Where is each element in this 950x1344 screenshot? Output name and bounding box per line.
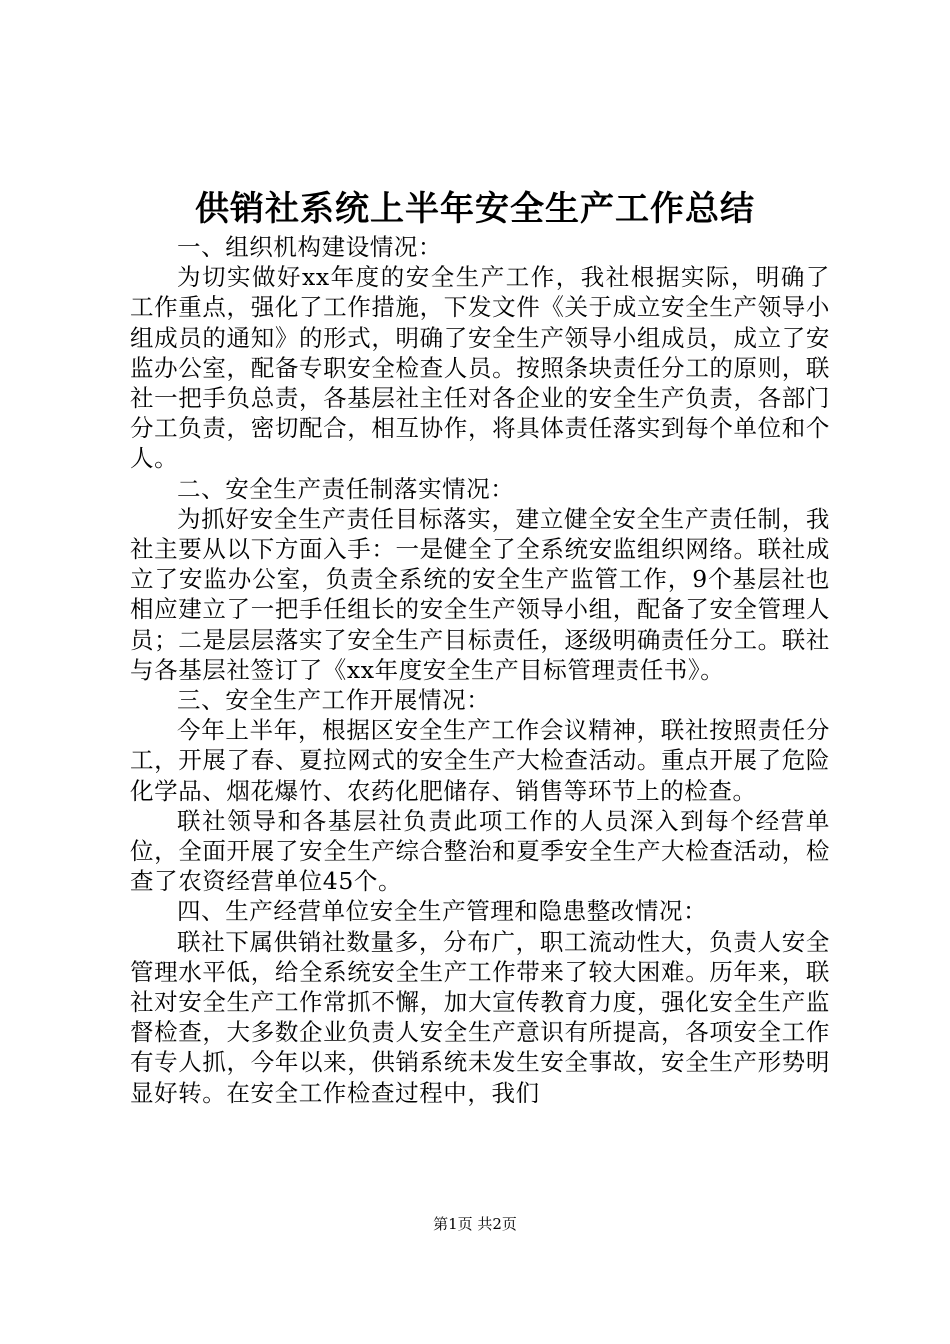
paragraph-4: 联社领导和各基层社负责此项工作的人员深入到每个经营单位，全面开展了安全生产综合整治和夏季安全生产大检查活动，检查了农资经营单位45个。 xyxy=(130,806,830,896)
section-heading-3: 三、安全生产工作开展情况： xyxy=(177,686,491,715)
section-heading-2: 二、安全生产责任制落实情况： xyxy=(177,474,515,503)
document-body xyxy=(130,232,830,1108)
paragraph-5: 联社下属供销社数量多，分布广，职工流动性大，负责人安全管理水平低，给全系统安全生产工作带来了较大困难。历年来，联社对安全生产工作常抓不懈，加大宣传教育力度，强化安全生产监督检查，大多数企业负责人安全生产意识有所提高，各项安全工作有专人抓，今年以来，供销系统未发生安全事故，安全生产形势明显好转。在安全工作检查过程中，我们 xyxy=(130,927,830,1107)
paragraph-2: 为抓好安全生产责任目标落实，建立健全安全生产责任制，我社主要从以下方面入手：一是健全了全系统安监组织网络。联社成立了安监办公室，负责全系统的安全生产监管工作，9个基层社也相应建立了一把手任组长的安全生产领导小组，配备了安全管理人员；二是层层落实了安全生产目标责任，逐级明确责任分工。联社与各基层社签订了《xx年度安全生产目标管理责任书》。 xyxy=(130,504,830,684)
section-heading-4: 四、生产经营单位安全生产管理和隐患整改情况： xyxy=(177,897,708,926)
document-title: 供销社系统上半年安全生产工作总结 xyxy=(195,189,755,229)
section-heading-1: 一、组织机构建设情况： xyxy=(177,233,443,261)
paragraph-3: 今年上半年，根据区安全生产工作会议精神，联社按照责任分工，开展了春、夏拉网式的安全生产大检查活动。重点开展了危险化学品、烟花爆竹、农药化肥储存、销售等环节上的检查。 xyxy=(130,716,830,805)
page-footer: 第1页 共2页 xyxy=(433,1215,517,1233)
paragraph-1: 为切实做好xx年度的安全生产工作，我社根据实际，明确了工作重点，强化了工作措施，下发文件《关于成立安全生产领导小组成员的通知》的形式，明确了安全生产领导小组成员，成立了安监办公室，配备专职安全检查人员。按照条块责任分工的原则，联社一把手负总责，各基层社主任对各企业的安全生产负责，各部门分工负责，密切配合，相互协作，将具体责任落实到每个单位和个人。 xyxy=(130,263,830,473)
